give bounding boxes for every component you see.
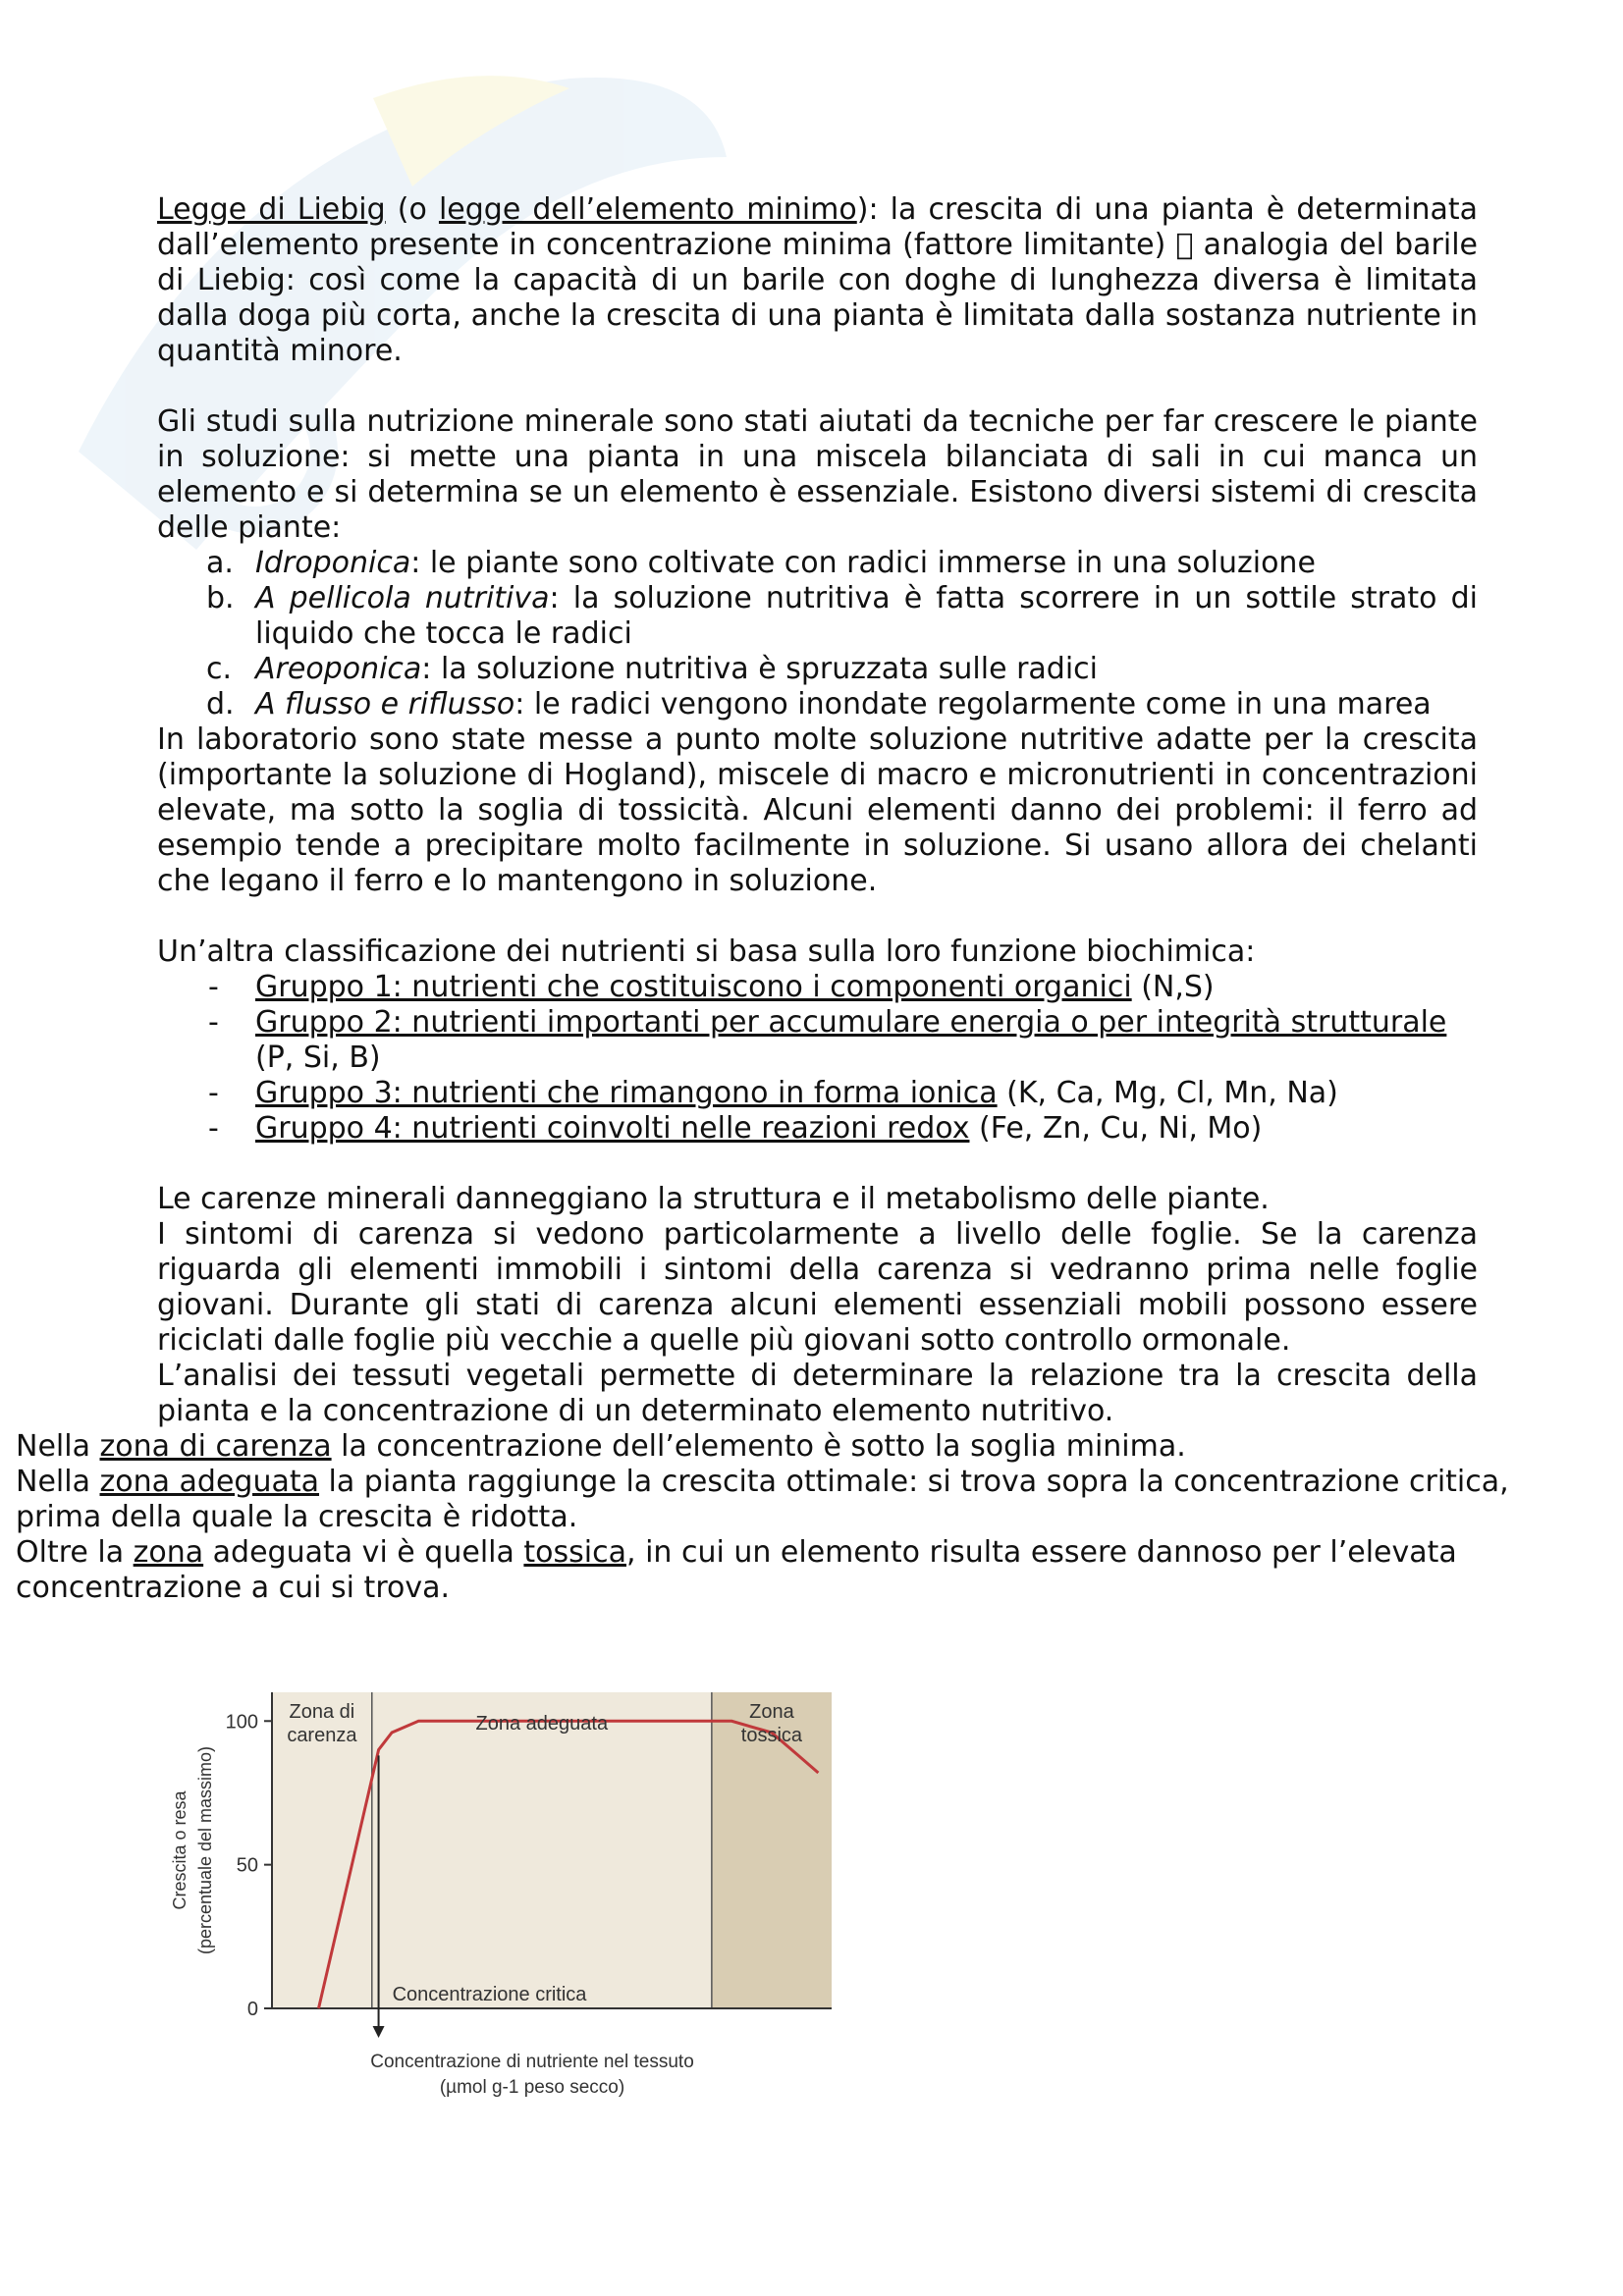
group-elements: (K, Ca, Mg, Cl, Mn, Na)	[997, 1076, 1338, 1110]
y-ticks	[226, 1711, 272, 2020]
paragraph-text: Gli studi sulla nutrizione minerale sono stati aiutati da tecniche per far crescere le piante in soluzione: si mette una pianta in una miscela bilanciata di sali in cui manca un elemento e si determina se un elemento è essenziale. Esistono diversi sistemi di crescita delle piante:	[157, 404, 1478, 545]
paragraph-text: ): la crescita di una pianta è determinata dall’elemento presente in concentrazione minima (fattore limitante) analogia del barile di Liebig: così come la capacità di un barile con doghe di lunghezza diversa è limitata dalla doga più corta, anche la crescita di una pianta è limitata dalla sostanza nutriente in quantità minore.	[157, 192, 1478, 368]
text-fragment: la pianta raggiunge la crescita ottimale: si trova sopra la concentrazione critica, prima della quale la crescita è ridotta.	[16, 1465, 1509, 1534]
text-fragment: la concentrazione dell’elemento è sotto la soglia minima.	[331, 1429, 1186, 1464]
list-text: : le radici vengono inondate regolarmente come in una marea	[514, 687, 1432, 721]
text-fragment: (o	[385, 192, 439, 227]
list-item	[157, 1111, 1478, 1147]
term-zona: zona	[133, 1535, 204, 1570]
text-fragment: Nella	[16, 1465, 100, 1499]
list-term: A flusso e riflusso	[255, 687, 515, 721]
group-elements: (N,S)	[1131, 970, 1215, 1004]
zone-label-carenza: Zona di	[289, 1701, 355, 1723]
text-fragment: adeguata vi è quella	[203, 1535, 524, 1570]
paragraph-carenze	[157, 1182, 1478, 1429]
paragraph-text: I sintomi di carenza si vedono particolarmente a livello delle foglie. Se la carenza riguarda gli elementi immobili i sintomi della carenza si vedranno prima nelle foglie giovani. Durante gli stati di carenza alcuni elementi essenziali mobili possono essere riciclati dalle foglie più vecchie a quelle più giovani sotto controllo ormonale.	[157, 1217, 1478, 1358]
list-marker: -	[208, 1005, 219, 1040]
group-label: Gruppo 1: nutrienti che costituiscono i componenti organici	[255, 970, 1132, 1004]
text-fragment: Nella	[16, 1429, 100, 1464]
y-tick-label: 0	[246, 1999, 258, 2020]
y-axis-label: Crescita o resa	[170, 1790, 189, 1910]
list-item	[157, 970, 1478, 1005]
list-item	[157, 652, 1478, 687]
group-elements: (P, Si, B)	[255, 1041, 381, 1075]
group-label: Gruppo 2: nutrienti importanti per accumulare energia o per integrità strutturale	[255, 1005, 1447, 1040]
list-item	[157, 581, 1478, 652]
list-marker: c.	[206, 652, 233, 686]
group-label: Gruppo 3: nutrienti che rimangono in forma ionica	[255, 1076, 998, 1110]
list-marker: b.	[206, 581, 235, 615]
zone-label-tossica: tossica	[740, 1725, 803, 1746]
group-elements: (Fe, Zn, Cu, Ni, Mo)	[969, 1111, 1263, 1146]
zone-label-adeguata: Zona adeguata	[475, 1713, 609, 1735]
paragraph-text: In laboratorio sono state messe a punto molte soluzione nutritive adatte per la crescita (importante la soluzione di Hogland), miscele di macro e micronutrienti in concentrazioni elevate, ma sotto la soglia di tossicità. Alcuni elementi danno dei problemi: il ferro ad esempio tende a precipitare molto facilmente in soluzione. Si usano allora dei chelanti che legano il ferro e lo mantengono in soluzione.	[157, 722, 1478, 898]
list-text: : la soluzione nutritiva è spruzzata sulle radici	[421, 652, 1099, 686]
paragraph-zone	[16, 1429, 1587, 1606]
term-zona-adeguata: zona adeguata	[99, 1465, 320, 1499]
growth-systems-list	[157, 546, 1478, 722]
list-marker: d.	[206, 687, 235, 721]
x-axis-label: Concentrazione di nutriente nel tessuto	[370, 2052, 694, 2072]
paragraph-text: Le carenze minerali danneggiano la struttura e il metabolismo delle piante.	[157, 1182, 1270, 1216]
growth-chart	[162, 1681, 849, 2132]
text-fragment: Oltre la	[16, 1535, 134, 1570]
text-fragment: , in cui un elemento risulta essere dannoso per l’elevata concentrazione a cui si trova.	[16, 1535, 1457, 1605]
list-marker: a.	[206, 546, 234, 580]
list-item	[157, 687, 1478, 722]
list-term: Areoponica	[255, 652, 422, 686]
paragraph-classificazione	[157, 934, 1478, 1147]
zone-label-tossica: Zona	[749, 1701, 794, 1723]
y-tick-label: 50	[236, 1854, 258, 1877]
term-legge-liebig: Legge di Liebig	[157, 192, 386, 227]
paragraph-text: Un’altra classificazione dei nutrienti si basa sulla loro funzione biochimica:	[157, 934, 1256, 969]
group-label: Gruppo 4: nutrienti coinvolti nelle reazioni redox	[255, 1111, 970, 1146]
list-marker: -	[208, 1076, 219, 1110]
list-term: A pellicola nutritiva	[255, 581, 550, 615]
term-legge-elemento-minimo: legge dell’elemento minimo	[438, 192, 857, 227]
list-text: : le piante sono coltivate con radici immerse in una soluzione	[410, 546, 1316, 580]
list-text: : la soluzione nutritiva è fatta scorrere in un sottile strato di liquido che tocca le radici	[255, 581, 1478, 651]
term-tossica: tossica	[523, 1535, 626, 1570]
list-marker: -	[208, 1111, 219, 1146]
term-zona-carenza: zona di carenza	[99, 1429, 332, 1464]
x-axis-label: (µmol g-1 peso secco)	[439, 2077, 625, 2098]
list-marker: -	[208, 970, 219, 1004]
list-item	[157, 1005, 1478, 1076]
paragraph-nutrizione-minerale	[157, 404, 1478, 899]
list-item	[157, 546, 1478, 581]
list-item	[157, 1076, 1478, 1111]
list-term: Idroponica	[255, 546, 411, 580]
paragraph-liebig	[157, 192, 1478, 369]
nutrient-groups-list	[157, 970, 1478, 1147]
critical-concentration-label: Concentrazione critica	[392, 1984, 587, 2005]
critical-arrow-head	[373, 2026, 385, 2038]
y-axis-label: (percentuale del massimo)	[195, 1745, 215, 1955]
paragraph-text: L’analisi dei tessuti vegetali permette di determinare la relazione tra la crescita della pianta e la concentrazione di un determinato elemento nutritivo.	[157, 1359, 1478, 1428]
zone-label-carenza: carenza	[287, 1725, 357, 1746]
y-tick-label: 100	[225, 1711, 258, 1734]
